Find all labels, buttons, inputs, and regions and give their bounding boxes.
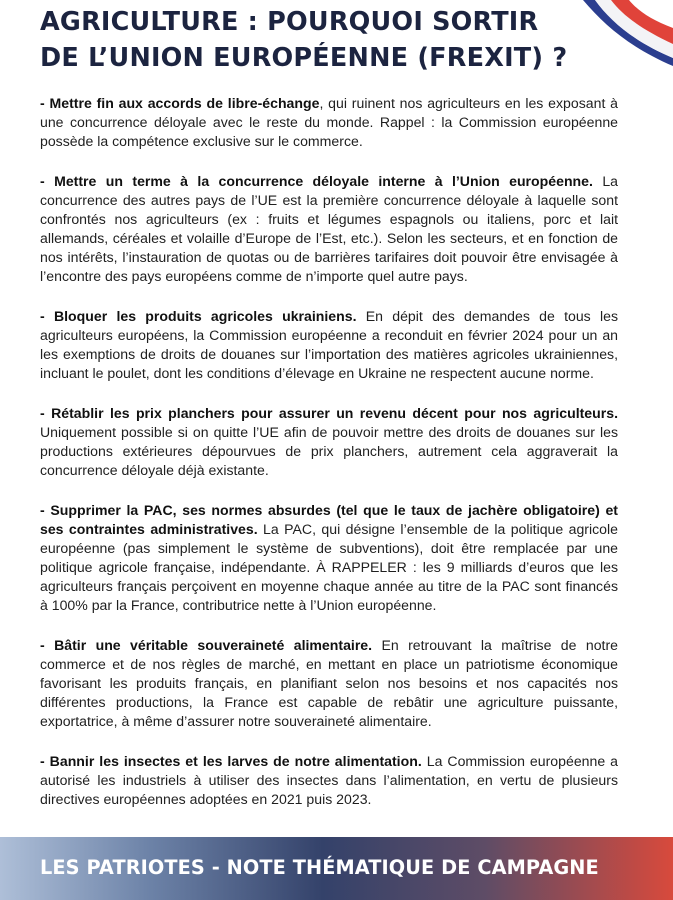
measure-heading: - Mettre un terme à la concurrence déloyale interne à l’Union européenne. bbox=[40, 172, 593, 189]
measure-body: La concurrence des autres pays de l’UE est la première concurrence déloyale à laquelle sont confrontés nos agriculteurs (ex : fruits et légumes espagnols ou italiens, porc et lait allemands, céréales et volaille d’Europe de l’Est, etc.). Selon les secteurs, et en fonction de nos intérêts, l’instauration de quotas ou de barrières tarifaires doit pouvoir être envisagée à l’encontre des pays européens comme de n’importe quel autre pays. bbox=[40, 172, 618, 285]
measure-heading: - Supprimer la PAC, ses normes absurdes (tel que le taux de jachère obligatoire) et ses contraintes administratives. bbox=[40, 501, 618, 537]
measure-heading: - Rétablir les prix planchers pour assurer un revenu décent pour nos agriculteurs. bbox=[40, 404, 618, 421]
measure-insects bbox=[40, 752, 618, 809]
measure-body: En dépit des demandes de tous les agriculteurs européens, la Commission européenne a reconduit en février 2024 pour un an les exemptions de droits de douanes sur l’importation des matières agricoles ukrainiennes, incluant le poulet, dont les conditions d’élevage en Ukraine ne respectent aucune norme. bbox=[40, 307, 618, 382]
measure-pac bbox=[40, 501, 618, 616]
measure-body: La PAC, qui désigne l’ensemble de la politique agricole européenne (pas simplement le système de subventions), doit être remplacée par une politique agricole française, indépendante. À RAPPELER : les 9 milliards d’euros que les agriculteurs français perçoivent en moyenne chaque année au titre de la PAC sont financés à 100% par la France, contributrice nette à l’Union européenne. bbox=[40, 520, 618, 614]
title-line-2: DE L’UNION EUROPÉENNE (FREXIT) ? bbox=[40, 43, 568, 73]
measures-list bbox=[40, 94, 618, 829]
measure-body: Uniquement possible si on quitte l’UE afin de pouvoir mettre des droits de douanes sur les productions extérieures dépourvues de prix planchers, autrement cela aggraverait la concurrence déloyale déjà existante. bbox=[40, 423, 618, 478]
measure-heading: - Bloquer les produits agricoles ukrainiens. bbox=[40, 307, 357, 324]
footer-banner bbox=[0, 837, 673, 900]
title-line-1: AGRICULTURE : POURQUOI SORTIR bbox=[40, 7, 539, 37]
measure-food-sovereignty bbox=[40, 636, 618, 731]
measure-floor-prices bbox=[40, 404, 618, 480]
measure-body: En retrouvant la maîtrise de notre commerce et de nos règles de marché, en mettant en place un patriotisme économique favorisant les produits français, en planifiant selon nos besoins et nos capacités nos différentes productions, la France est capable de rebâtir une agriculture puissante, exportatrice, à même d’assurer notre souveraineté alimentaire. bbox=[40, 636, 618, 730]
measure-body: , qui ruinent nos agriculteurs en les exposant à une concurrence déloyale avec le reste du monde. Rappel : la Commission européenne possède la compétence exclusive sur le commerce. bbox=[40, 95, 618, 150]
measure-free-trade bbox=[40, 94, 618, 151]
measure-internal-competition bbox=[40, 172, 618, 287]
measure-heading: - Bâtir une véritable souveraineté alimentaire. bbox=[40, 636, 373, 653]
page-title bbox=[40, 4, 600, 76]
footer-text: LES PATRIOTES - NOTE THÉMATIQUE DE CAMPAGNE bbox=[40, 856, 599, 879]
measure-heading: - Bannir les insectes et les larves de notre alimentation. bbox=[40, 752, 422, 769]
measure-body: La Commission européenne a autorisé les industriels à utiliser des insectes dans l’alimentation, en vertu de plusieurs directives européennes adoptées en 2021 puis 2023. bbox=[40, 752, 618, 807]
measure-ukrainian-products bbox=[40, 307, 618, 383]
measure-heading: - Mettre fin aux accords de libre-échange bbox=[40, 95, 320, 111]
